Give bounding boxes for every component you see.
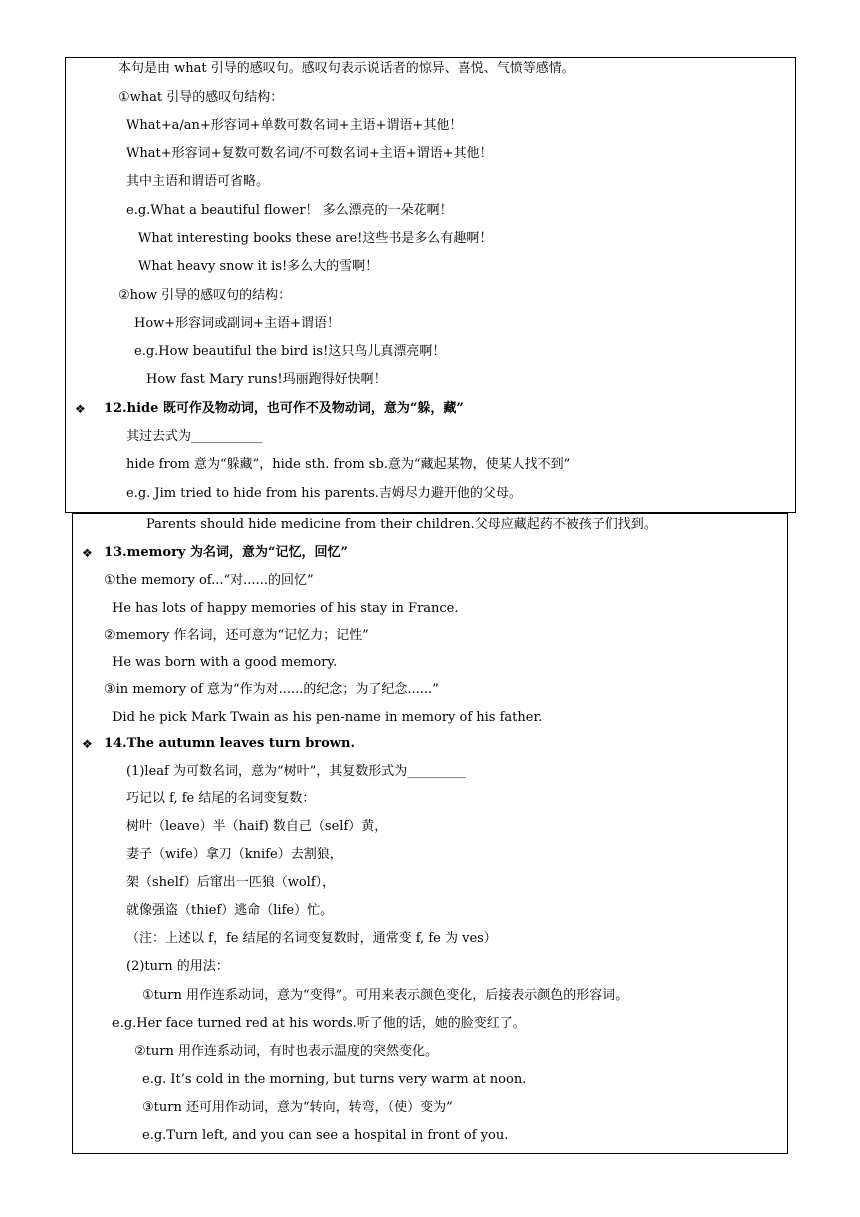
exclamation-intro: 本句是由 what 引导的感叹句。感叹句表示说话者的惊异、喜悦、气愤等感情。 <box>118 61 575 76</box>
hide-past-tense: 其过去式为___________ <box>126 429 263 444</box>
leaf-mnemonic-line-4: 就像强盗（thief）逃命（life）忙。 <box>126 903 334 918</box>
diamond-bullet-icon: ❖ <box>82 737 93 751</box>
leaf-mnemonic-line-3: 架（shelf）后窜出一匹狼（wolf）， <box>126 875 336 890</box>
turn-usage-2: ②turn 用作连系动词，有时也表示温度的突然变化。 <box>134 1044 438 1059</box>
turn-example-1: e.g.Her face turned red at his words.听了他的话，她的脸变红了。 <box>112 1016 526 1031</box>
turn-usage-heading: (2)turn 的用法： <box>126 959 229 974</box>
what-structure-heading: ①what 引导的感叹句结构： <box>118 90 284 105</box>
leaf-mnemonic-line-2: 妻子（wife）拿刀（knife）去割狼， <box>126 847 343 862</box>
leaf-plural-question: (1)leaf 为可数名词，意为“树叶”，其复数形式为_________ <box>126 764 466 779</box>
diamond-bullet-icon: ❖ <box>75 402 86 416</box>
omission-note: 其中主语和谓语可省略。 <box>126 174 270 189</box>
memory-usage-2: ②memory 作名词，还可意为“记忆力；记性” <box>104 628 369 643</box>
how-rule: How+形容词或副词+主语+谓语！ <box>134 316 340 331</box>
what-example-3: What heavy snow it is!多么大的雪啊！ <box>138 259 379 274</box>
what-rule-singular: What+a/an+形容词+单数可数名词+主语+谓语+其他！ <box>126 118 463 133</box>
turn-example-3: e.g.Turn left, and you can see a hospital in front of you. <box>142 1128 509 1143</box>
what-rule-plural: What+形容词+复数可数名词/不可数名词+主语+谓语+其他！ <box>126 146 493 161</box>
turn-usage-1: ①turn 用作连系动词，意为“变得”。可用来表示颜色变化，后接表示颜色的形容词。 <box>142 988 629 1003</box>
hide-point-title: 12.hide 既可作及物动词，也可作不及物动词，意为“躲，藏” <box>104 401 464 416</box>
leaf-mnemonic-line-1: 树叶（leave）半（haif) 数自己（self）黄， <box>126 819 388 834</box>
what-example-2: What interesting books these are!这些书是多么有趣啊！ <box>138 231 493 246</box>
memory-usage-3: ③in memory of 意为“作为对......的纪念；为了纪念......” <box>104 682 439 697</box>
autumn-point-title: 14.The autumn leaves turn brown. <box>104 736 355 751</box>
memory-example-1: He has lots of happy memories of his stay in France. <box>112 601 459 616</box>
how-example-2: How fast Mary runs!玛丽跑得好快啊！ <box>146 372 387 387</box>
how-example-1: e.g.How beautiful the bird is!这只鸟儿真漂亮啊！ <box>134 344 446 359</box>
leaf-plural-note: （注：上述以 f，fe 结尾的名词变复数时，通常变 f, fe 为 ves） <box>126 931 497 946</box>
turn-usage-3: ③turn 还可用作动词，意为“转向，转弯，（使）变为” <box>142 1100 453 1115</box>
turn-example-2: e.g. It’s cold in the morning, but turns very warm at noon. <box>142 1072 527 1087</box>
memory-usage-1: ①the memory of...“对......的回忆” <box>104 573 314 588</box>
hide-example-2: Parents should hide medicine from their children.父母应藏起药不被孩子们找到。 <box>146 517 657 532</box>
hide-example-1: e.g. Jim tried to hide from his parents.吉姆尽力避开他的父母。 <box>126 486 522 501</box>
how-structure-heading: ②how 引导的感叹句的结构： <box>118 288 292 303</box>
memory-point-title: 13.memory 为名词，意为“记忆，回忆” <box>104 545 348 560</box>
hide-from-usage: hide from 意为“躲藏”，hide sth. from sb.意为“藏起某物，使某人找不到” <box>126 457 571 472</box>
diamond-bullet-icon: ❖ <box>82 546 93 560</box>
memory-example-2: He was born with a good memory. <box>112 655 338 670</box>
what-example-1: e.g.What a beautiful flower！ 多么漂亮的一朵花啊！ <box>126 203 453 218</box>
leaf-mnemonic-intro: 巧记以 f, fe 结尾的名词变复数： <box>126 791 316 806</box>
memory-example-3: Did he pick Mark Twain as his pen-name in memory of his father. <box>112 710 543 725</box>
